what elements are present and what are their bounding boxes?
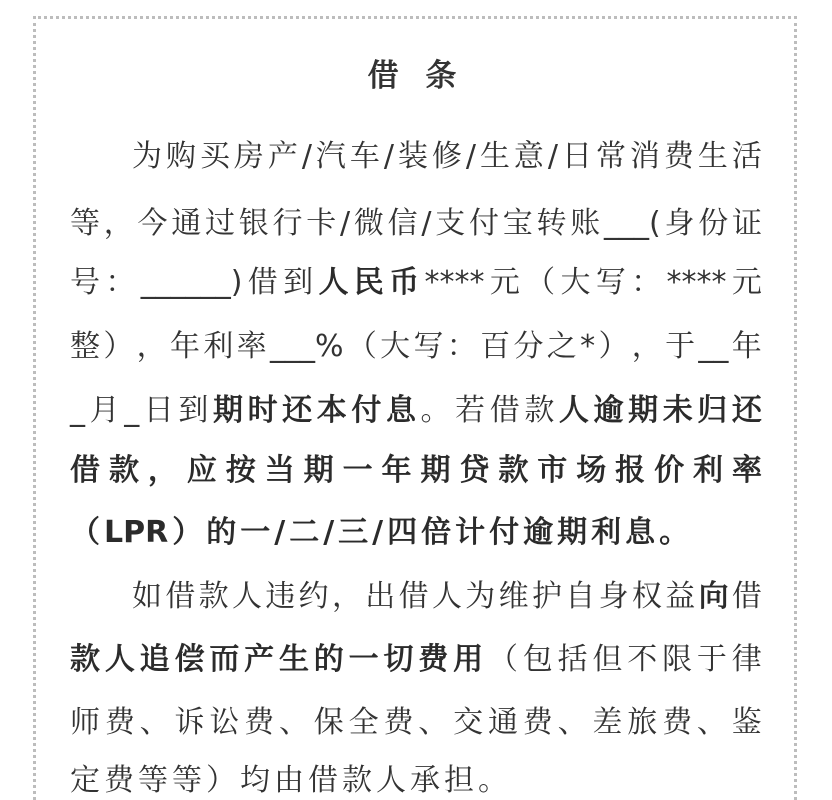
text-line-9: 款 人 追 偿 而 产 生 的 一 切 费 用 （ 包 括 但 不 限 于 律 (70, 642, 762, 677)
text-line-4: 整 ） ， 年 利 率 ___% （ 大 写 ： 百 分 之 * ） ， 于 __ 年 (70, 329, 762, 364)
text-line-10: 师 费 、 诉 讼 费 、 保 全 费 、 交 通 费 、 差 旅 费 、 鉴 (70, 705, 762, 740)
text-line-6: 借 款 ， 应 按 当 期 一 年 期 贷 款 市 场 报 价 利 率 (70, 453, 762, 488)
text-line-11: 定 费 等 等 ） 均 由 借 款 人 承 担 。 (70, 763, 508, 798)
text-line-5: _ 月 _ 日 到 期 时 还 本 付 息 。 若 借 款 人 逾 期 未 归 还 (70, 393, 762, 428)
text-line-3: 号 ： ______) 借 到 人 民 币 **** 元 （ 大 写 ： **** 元 (70, 265, 762, 300)
document-title: 借 条 (367, 58, 465, 94)
text-line-8: 如 借 款 人 违 约 ， 出 借 人 为 维 护 自 身 权 益 向 借 (132, 579, 762, 614)
text-line-2: 等 ， 今 通 过 银 行 卡 / 微 信 / 支 付 宝 转 账 ___( 身 份 证 (70, 206, 762, 241)
text-line-1: 为 购 买 房 产 / 汽 车 / 装 修 / 生 意 / 日 常 消 费 生 活 (132, 139, 762, 174)
text-line-7: （ LPR ） 的 一 / 二 / 三 / 四 倍 计 付 逾 期 利 息 。 (70, 515, 690, 550)
